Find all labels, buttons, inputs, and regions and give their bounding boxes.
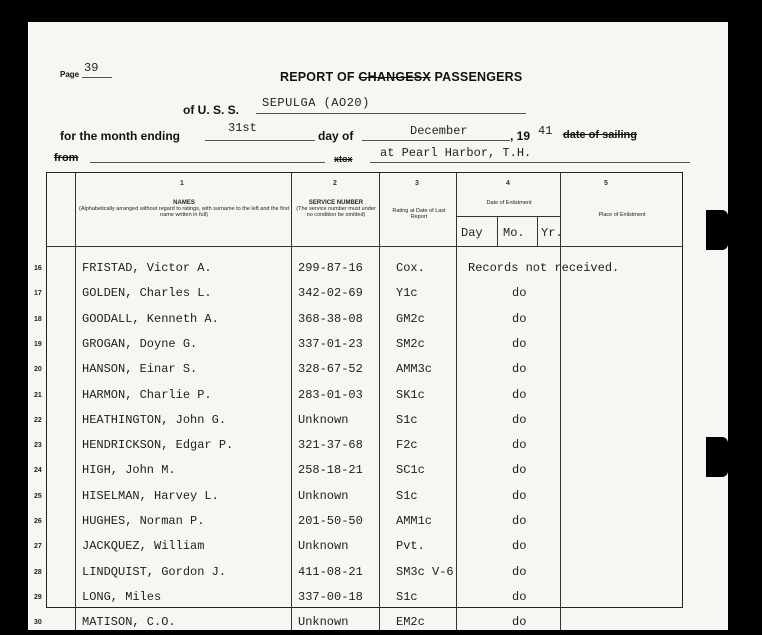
row-name: HUGHES, Norman P. (82, 514, 205, 528)
row-enlistment: do (512, 336, 527, 351)
ship-name-line (256, 113, 526, 114)
row-enlistment: do (512, 362, 527, 377)
row-number: 16 (34, 265, 42, 272)
row-rating: F2c (396, 438, 418, 453)
day-of-label: day of (318, 129, 354, 143)
row-number: 19 (34, 340, 42, 348)
row-number: 17 (34, 290, 42, 298)
row-number: 20 (34, 366, 42, 374)
row-name: HANSON, Einar S. (82, 362, 198, 377)
row-number: 25 (34, 492, 42, 500)
table-row (0, 357, 700, 382)
page-number-line (82, 77, 112, 78)
col1-note: (Alphabetically arranged without regard to ratings, with surname to the left and the first name written in full) (78, 206, 290, 218)
table-row (0, 610, 700, 635)
col2-note: (The service number must under no condition be omitted) (296, 206, 376, 218)
row-name: LINDQUIST, Gordon J. (82, 564, 227, 579)
col4-header: Date of Enlistment (486, 200, 532, 206)
table-row (0, 484, 700, 509)
row-service-number: 258-18-21 (298, 463, 363, 478)
col2-title: SERVICE NUMBER (308, 200, 364, 206)
col5-header: Place of Enlistment (598, 212, 646, 218)
location-line (370, 162, 690, 163)
month-ending-label: for the month ending (60, 129, 180, 143)
row-name: GROGAN, Doyne G. (82, 336, 198, 351)
year-value: 41 (538, 124, 553, 138)
row-name: HENDRICKSON, Edgar P. (82, 438, 234, 453)
from-label: from (54, 152, 79, 164)
row-service-number: Unknown (298, 488, 349, 503)
scan-border (728, 0, 762, 630)
row-enlistment: do (512, 539, 527, 554)
row-name: GOLDEN, Charles L. (82, 286, 212, 301)
row-service-number: 342-02-69 (298, 286, 363, 301)
page-label: Page (60, 70, 80, 79)
location-value: at Pearl Harbor, T.H. (380, 146, 532, 160)
col2-header (294, 200, 378, 218)
col4-month: Mo. (503, 226, 525, 240)
row-enlistment: do (512, 286, 527, 301)
report-title (280, 70, 522, 84)
row-service-number: 328-67-52 (298, 362, 363, 377)
month-line (362, 140, 510, 141)
row-enlistment: do (512, 438, 527, 453)
table-row (0, 332, 700, 357)
row-number: 27 (34, 543, 42, 551)
row-enlistment: do (512, 589, 527, 604)
uss-label: of U. S. S. (183, 103, 240, 117)
col1-number: 1 (180, 180, 184, 187)
table-row (0, 281, 700, 306)
row-service-number: 337-01-23 (298, 336, 363, 351)
row-number: 23 (34, 442, 42, 450)
row-service-number: 201-50-50 (298, 514, 363, 528)
row-number: 22 (34, 416, 42, 424)
row-name: HIGH, John M. (82, 463, 176, 478)
row-enlistment: do (512, 412, 527, 427)
row-enlistment: do (512, 514, 527, 528)
row-rating: SK1c (396, 387, 425, 402)
col2-number: 2 (333, 180, 337, 187)
page-number: 39 (84, 61, 99, 75)
col-divider-mo-yr (537, 216, 538, 246)
table-row (0, 534, 700, 559)
binder-tab-upper (706, 210, 728, 250)
row-enlistment: do (512, 615, 527, 630)
col3-number: 3 (415, 180, 419, 187)
title-changes: CHANGES (358, 70, 423, 84)
row-number: 21 (34, 391, 42, 399)
row-name: HEATHINGTON, John G. (82, 412, 227, 427)
row-name: JACKQUEZ, William (82, 539, 205, 554)
row-enlistment: do (512, 387, 527, 402)
row-number: 29 (34, 593, 42, 601)
row-rating: S1c (396, 589, 418, 604)
col1-header (78, 200, 290, 218)
day-line (205, 140, 315, 141)
row-service-number: 299-87-16 (298, 261, 363, 275)
row-service-number: Unknown (298, 412, 349, 427)
row-rating: Y1c (396, 286, 418, 301)
day-value: 31st (228, 121, 257, 135)
row-name: GOODALL, Kenneth A. (82, 311, 219, 326)
row-rating: GM2c (396, 311, 425, 326)
row-name: HISELMAN, Harvey L. (82, 488, 219, 503)
row-service-number: 321-37-68 (298, 438, 363, 453)
table-row (0, 458, 700, 483)
header-bottom-line (46, 246, 683, 247)
row-rating: Cox. (396, 261, 425, 275)
table-row (0, 433, 700, 458)
row-enlistment: do (512, 463, 527, 478)
table-row (0, 509, 700, 534)
row-name: MATISON, C.O. (82, 615, 176, 630)
from-line (90, 162, 325, 163)
row-rating: Pvt. (396, 539, 425, 554)
date-subheader-line (456, 216, 560, 217)
row-rating: SM3c V-6 (396, 564, 454, 579)
col4-day: Day (461, 226, 483, 240)
table-row (0, 383, 700, 408)
row-service-number: 411-08-21 (298, 564, 363, 579)
row-service-number: 283-01-03 (298, 387, 363, 402)
row-name: HARMON, Charlie P. (82, 387, 212, 402)
row-service-number: Unknown (298, 539, 349, 554)
table-row (0, 408, 700, 433)
row-name: LONG, Miles (82, 589, 162, 604)
title-x: X (422, 70, 431, 84)
row-number: 30 (34, 619, 42, 627)
xtox-label: xtox (334, 154, 353, 164)
date-of-sailing-label: date of sailing (563, 129, 637, 141)
col1-title: NAMES (173, 200, 195, 206)
row-enlistment: Records not received. (468, 261, 620, 275)
row-enlistment: do (512, 488, 527, 503)
binder-tab-lower (706, 437, 728, 477)
row-rating: AMM3c (396, 362, 433, 377)
col4-year: Yr. (541, 226, 563, 240)
row-enlistment: do (512, 564, 527, 579)
row-number: 18 (34, 315, 42, 323)
table-row (0, 585, 700, 610)
month-value: December (410, 124, 468, 138)
row-rating: AMM1c (396, 514, 433, 528)
title-prefix: REPORT OF (280, 70, 355, 84)
row-service-number: 337-00-18 (298, 589, 363, 604)
table-row (0, 256, 700, 281)
row-rating: S1c (396, 412, 418, 427)
year-prefix: , 19 (510, 129, 531, 143)
row-rating: S1c (396, 488, 418, 503)
row-rating: EM2c (396, 615, 425, 630)
row-enlistment: do (512, 311, 527, 326)
row-number: 26 (34, 518, 42, 525)
col5-number: 5 (604, 180, 608, 187)
col3-header: Rating at Date of Last Report (392, 208, 446, 220)
row-rating: SC1c (396, 463, 425, 478)
row-service-number: Unknown (298, 615, 349, 630)
row-name: FRISTAD, Victor A. (82, 261, 212, 275)
row-service-number: 368-38-08 (298, 311, 363, 326)
table-row (0, 560, 700, 585)
ship-name: SEPULGA (AO20) (262, 96, 370, 110)
row-number: 24 (34, 467, 42, 475)
table-row (0, 307, 700, 332)
row-rating: SM2c (396, 336, 425, 351)
title-suffix: PASSENGERS (434, 70, 523, 84)
row-number: 28 (34, 568, 42, 576)
col4-number: 4 (506, 180, 510, 187)
col-divider-day-mo (497, 216, 498, 246)
